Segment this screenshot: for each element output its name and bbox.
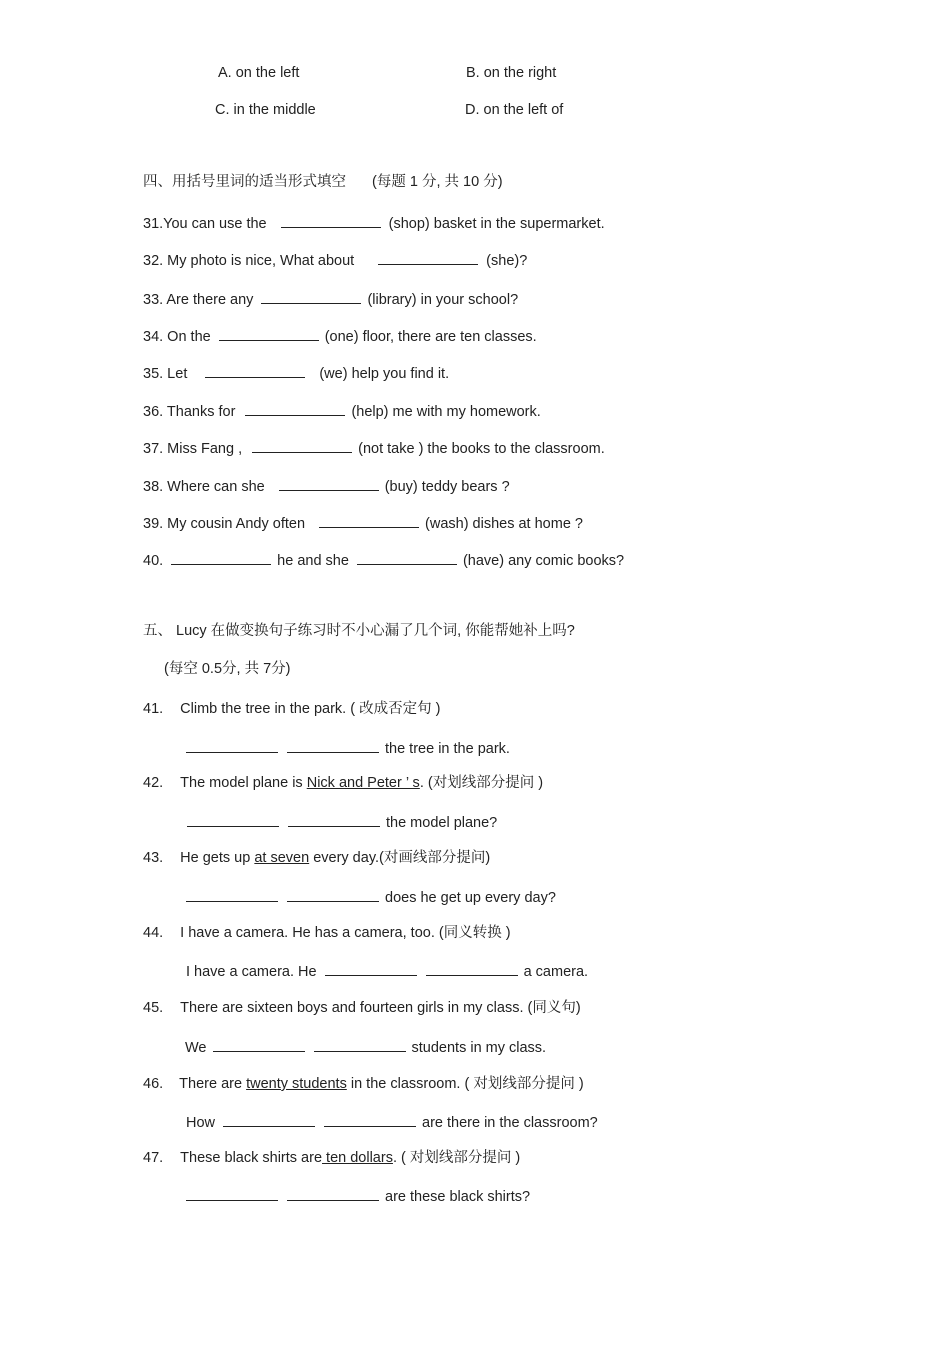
question-42: 42. The model plane is Nick and Peter ’ s. (对划线部分提问 ) [143,775,544,791]
question-43: 43. He gets up at seven every day.(对画线部分提问) [143,850,491,866]
answer-blank[interactable] [252,438,352,453]
question-45: 45. There are sixteen boys and fourteen girls in my class. (同义句) [143,1000,581,1016]
option-d: D. on the left of [465,102,564,118]
underlined-part: at seven [254,850,310,866]
section5-score: (每空 0.5分, 共 7分) [164,661,291,677]
question-31: 31.You can use the (shop) basket in the supermarket. [143,213,605,233]
section4-heading [143,173,503,191]
question-34: 34. On the (one) floor, there are ten classes. [143,326,537,346]
answer-blank[interactable] [219,326,319,341]
answer-blank[interactable] [287,887,379,902]
question-44: 44. I have a camera. He has a camera, too. (同义转换 ) [143,925,511,941]
answer-44: I have a camera. He a camera. [186,961,588,981]
question-46: 46. There are twenty students in the classroom. ( 对划线部分提问 ) [143,1076,584,1092]
section4-score: (每题 1 分, 共 10 分) [372,174,503,190]
answer-blank[interactable] [187,812,279,827]
question-32: 32. My photo is nice, What about (she)? [143,250,527,270]
question-40: 40. he and she (have) any comic books? [143,550,624,570]
option-c: C. in the middle [215,102,316,118]
answer-blank[interactable] [288,812,380,827]
answer-blank[interactable] [261,289,361,304]
question-47: 47. These black shirts are ten dollars. ( 对划线部分提问 ) [143,1150,521,1166]
answer-blank[interactable] [245,401,345,416]
answer-blank[interactable] [186,1186,278,1201]
section5-title: 五、 Lucy 在做变换句子练习时不小心漏了几个词, 你能帮她补上吗? [143,623,575,639]
answer-blank[interactable] [213,1037,305,1052]
answer-blank[interactable] [281,213,381,228]
section4-title: 四、用括号里词的适当形式填空 [143,174,346,190]
answer-blank[interactable] [205,363,305,378]
question-33: 33. Are there any (library) in your school? [143,289,518,309]
underlined-part: twenty students [246,1076,347,1092]
answer-blank[interactable] [287,738,379,753]
answer-blank[interactable] [319,513,419,528]
question-39: 39. My cousin Andy often (wash) dishes at home ? [143,513,583,533]
answer-42: the model plane? [183,812,497,832]
option-b: B. on the right [466,65,557,81]
question-36: 36. Thanks for (help) me with my homework. [143,401,541,421]
answer-blank[interactable] [378,250,478,265]
option-a: A. on the left [218,65,300,81]
answer-blank[interactable] [426,961,518,976]
answer-47: are these black shirts? [182,1186,530,1206]
answer-blank[interactable] [314,1037,406,1052]
answer-43: does he get up every day? [182,887,556,907]
question-35: 35. Let (we) help you find it. [143,363,449,383]
answer-blank[interactable] [223,1112,315,1127]
question-41: 41. Climb the tree in the park. ( 改成否定句 ) [143,701,441,717]
answer-45: We students in my class. [185,1037,546,1057]
answer-46: How are there in the classroom? [186,1112,598,1132]
answer-blank[interactable] [357,550,457,565]
answer-blank[interactable] [186,738,278,753]
underlined-part: Nick and Peter ’ s [306,775,420,791]
answer-blank[interactable] [325,961,417,976]
question-37: 37. Miss Fang , (not take ) the books to the classroom. [143,438,605,458]
underlined-part: ten dollars [322,1150,393,1166]
answer-blank[interactable] [171,550,271,565]
answer-blank[interactable] [287,1186,379,1201]
answer-blank[interactable] [186,887,278,902]
answer-blank[interactable] [324,1112,416,1127]
answer-41: the tree in the park. [182,738,510,758]
question-38: 38. Where can she (buy) teddy bears ? [143,476,510,496]
answer-blank[interactable] [279,476,379,491]
